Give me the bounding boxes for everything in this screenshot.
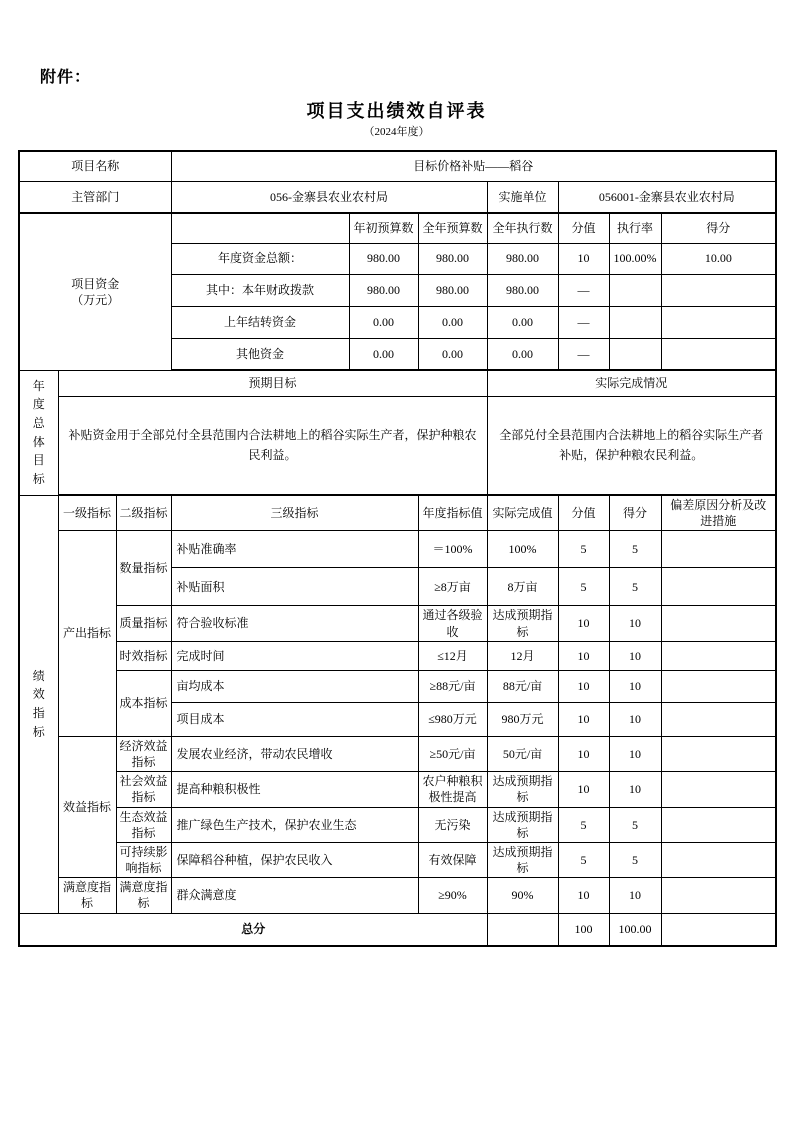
funds-col-header-score: 得分 [661,213,776,243]
funds-col-header-exec-rate: 执行率 [609,213,661,243]
target-value-cell: ≥90% [418,878,487,913]
actual-value-cell: 达成预期指标 [487,772,558,807]
funds-col-header-executed: 全年执行数 [487,213,558,243]
funds-exec-rate-cell: 100.00% [609,243,661,274]
score-cell: 5 [609,531,661,568]
total-label-cell: 总分 [19,913,487,946]
dept-label-cell: 主管部门 [19,181,171,213]
l1-indicator-cell: 产出指标 [58,531,116,736]
deviation-cell [661,606,776,641]
total-actual-cell [487,913,558,946]
score-cell: 10 [609,736,661,771]
annual-goal-section-label: 年度总体目标 [32,378,45,486]
attachment-label: 附件： [40,69,92,86]
funds-section-label-line1: 项目资金 [71,276,120,291]
target-value-cell: 农户种粮积极性提高 [418,772,487,807]
l2-indicator-cell: 可持续影响指标 [116,842,171,877]
indicators-col-header-target: 年度指标值 [418,495,487,531]
actual-value-cell: 50元/亩 [487,736,558,771]
l2-indicator-cell: 社会效益指标 [116,772,171,807]
points-cell: 10 [558,702,609,736]
total-points-cell: 100 [558,913,609,946]
funds-score-cell [661,306,776,338]
actual-value-cell: 8万亩 [487,568,558,606]
actual-value-cell: 980万元 [487,702,558,736]
score-cell: 10 [609,878,661,913]
funds-executed-cell: 980.00 [487,243,558,274]
funds-points-cell: — [558,306,609,338]
page-title: 项目支出绩效自评表 [306,101,487,121]
target-value-cell: ≥88元/亩 [418,670,487,702]
l2-indicator-cell: 质量指标 [116,606,171,641]
page-subtitle: （2024年度） [363,126,430,138]
deviation-cell [661,736,776,771]
l3-indicator-cell: 符合验收标准 [171,606,418,641]
expected-goal-header-cell: 预期目标 [58,370,487,396]
l3-indicator-cell: 推广绿色生产技术，保护农业生态 [171,807,418,842]
l2-indicator-cell: 成本指标 [116,670,171,736]
target-value-cell: 有效保障 [418,842,487,877]
funds-section-label-line2: （万元） [71,292,120,307]
score-cell: 10 [609,702,661,736]
l1-indicator-cell: 满意度指标 [58,878,116,913]
actual-completion-header-cell: 实际完成情况 [487,370,776,396]
deviation-cell [661,670,776,702]
funds-row-label: 上年结转资金 [171,306,349,338]
funds-score-cell [661,274,776,306]
funds-col-header-initial-budget: 年初预算数 [349,213,418,243]
score-cell: 10 [609,606,661,641]
actual-completion-text-cell: 全部兑付全县范围内合法耕地上的稻谷实际生产者补贴，保护种粮农民利益。 [487,396,776,495]
deviation-cell [661,568,776,606]
deviation-cell [661,878,776,913]
points-cell: 10 [558,736,609,771]
funds-initial-budget-cell: 980.00 [349,243,418,274]
score-cell: 10 [609,772,661,807]
target-value-cell: ≤980万元 [418,702,487,736]
deviation-cell [661,531,776,568]
funds-col-header-annual-budget: 全年预算数 [418,213,487,243]
l3-indicator-cell: 项目成本 [171,702,418,736]
score-cell: 10 [609,670,661,702]
expected-goal-text-cell: 补贴资金用于全部兑付全县范围内合法耕地上的稻谷实际生产者，保护种粮农民利益。 [58,396,487,495]
funds-col-header-points: 分值 [558,213,609,243]
indicators-section-cell [19,495,58,913]
points-cell: 5 [558,842,609,877]
deviation-cell [661,641,776,670]
score-cell: 5 [609,842,661,877]
l2-indicator-cell: 数量指标 [116,531,171,606]
funds-initial-budget-cell: 980.00 [349,274,418,306]
actual-value-cell: 达成预期指标 [487,807,558,842]
funds-executed-cell: 0.00 [487,338,558,370]
total-score-cell: 100.00 [609,913,661,946]
funds-points-cell: 10 [558,243,609,274]
l3-indicator-cell: 发展农业经济，带动农民增收 [171,736,418,771]
funds-exec-rate-cell [609,306,661,338]
indicators-col-header-deviation: 偏差原因分析及改进措施 [661,495,776,531]
funds-row-label: 其他资金 [171,338,349,370]
project-name-cell: 目标价格补贴——稻谷 [171,151,776,181]
annual-goal-section-cell [19,370,58,495]
funds-annual-budget-cell: 0.00 [418,306,487,338]
funds-executed-cell: 980.00 [487,274,558,306]
total-deviation-cell [661,913,776,946]
points-cell: 10 [558,606,609,641]
project-name-label-cell: 项目名称 [19,151,171,181]
l3-indicator-cell: 群众满意度 [171,878,418,913]
indicators-col-header-l2: 二级指标 [116,495,171,531]
l3-indicator-cell: 完成时间 [171,641,418,670]
points-cell: 5 [558,807,609,842]
l3-indicator-cell: 提高种粮积极性 [171,772,418,807]
points-cell: 10 [558,772,609,807]
funds-blank-header-cell [171,213,349,243]
target-value-cell: ≥50元/亩 [418,736,487,771]
funds-points-cell: — [558,338,609,370]
l2-indicator-cell: 满意度指标 [116,878,171,913]
deviation-cell [661,842,776,877]
funds-score-cell [661,338,776,370]
deviation-cell [661,807,776,842]
l2-indicator-cell: 时效指标 [116,641,171,670]
funds-exec-rate-cell [609,338,661,370]
indicators-col-header-score: 得分 [609,495,661,531]
actual-value-cell: 12月 [487,641,558,670]
target-value-cell: 通过各级验收 [418,606,487,641]
unit-cell: 056001-金寨县农业农村局 [558,181,776,213]
target-value-cell: ＝100% [418,531,487,568]
funds-row-label: 年度资金总额： [171,243,349,274]
unit-label-cell: 实施单位 [487,181,558,213]
actual-value-cell: 88元/亩 [487,670,558,702]
l1-indicator-cell: 效益指标 [58,736,116,878]
funds-annual-budget-cell: 0.00 [418,338,487,370]
funds-section-cell [19,213,171,370]
l3-indicator-cell: 亩均成本 [171,670,418,702]
target-value-cell: 无污染 [418,807,487,842]
funds-initial-budget-cell: 0.00 [349,338,418,370]
indicators-section-label: 绩效指标 [32,668,45,739]
deviation-cell [661,772,776,807]
l3-indicator-cell: 补贴面积 [171,568,418,606]
indicators-col-header-l3: 三级指标 [171,495,418,531]
funds-exec-rate-cell [609,274,661,306]
score-cell: 5 [609,568,661,606]
funds-executed-cell: 0.00 [487,306,558,338]
funds-annual-budget-cell: 980.00 [418,243,487,274]
l3-indicator-cell: 补贴准确率 [171,531,418,568]
points-cell: 5 [558,568,609,606]
actual-value-cell: 100% [487,531,558,568]
l2-indicator-cell: 经济效益指标 [116,736,171,771]
actual-value-cell: 90% [487,878,558,913]
points-cell: 10 [558,641,609,670]
actual-value-cell: 达成预期指标 [487,842,558,877]
self-evaluation-table [18,150,777,947]
indicators-col-header-l1: 一级指标 [58,495,116,531]
actual-value-cell: 达成预期指标 [487,606,558,641]
target-value-cell: ≤12月 [418,641,487,670]
l3-indicator-cell: 保障稻谷种植，保护农民收入 [171,842,418,877]
deviation-cell [661,702,776,736]
points-cell: 5 [558,531,609,568]
score-cell: 5 [609,807,661,842]
dept-cell: 056-金寨县农业农村局 [171,181,487,213]
funds-initial-budget-cell: 0.00 [349,306,418,338]
funds-score-cell: 10.00 [661,243,776,274]
funds-row-label: 其中：本年财政拨款 [171,274,349,306]
points-cell: 10 [558,878,609,913]
funds-annual-budget-cell: 980.00 [418,274,487,306]
target-value-cell: ≥8万亩 [418,568,487,606]
score-cell: 10 [609,641,661,670]
l2-indicator-cell: 生态效益指标 [116,807,171,842]
indicators-col-header-actual: 实际完成值 [487,495,558,531]
funds-points-cell: — [558,274,609,306]
indicators-col-header-points: 分值 [558,495,609,531]
points-cell: 10 [558,670,609,702]
